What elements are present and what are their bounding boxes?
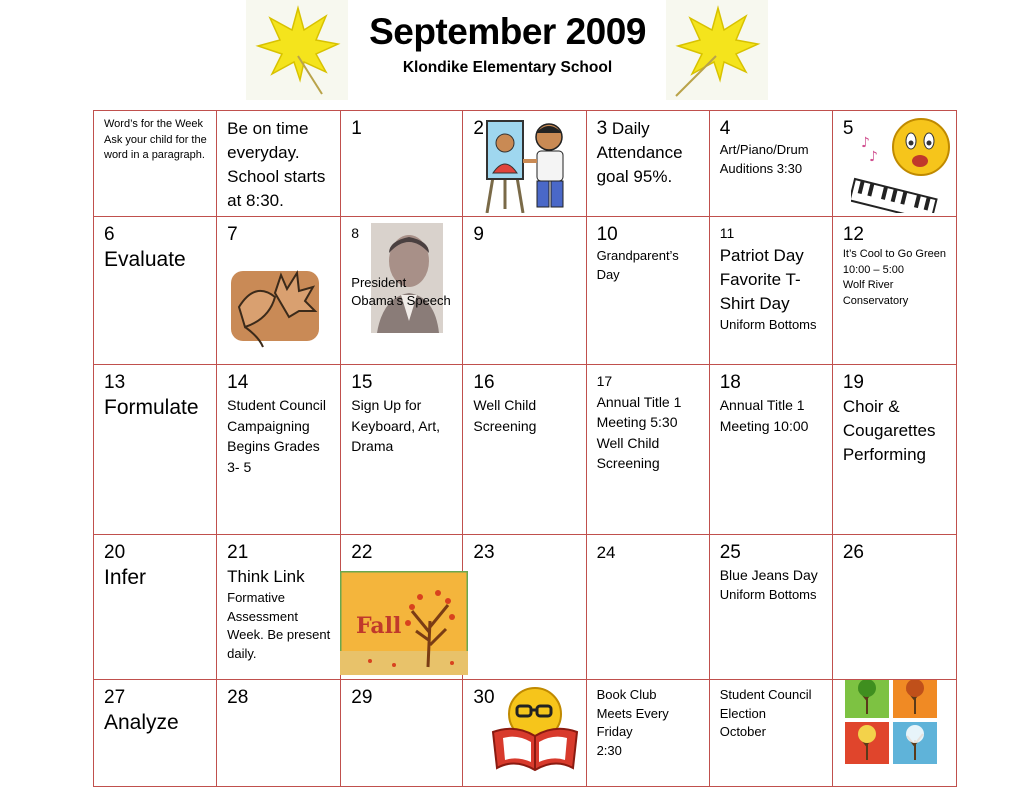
wotw-heading: Word’s for the Week bbox=[104, 118, 204, 130]
day-cell-20 bbox=[94, 535, 217, 680]
day-cell-19 bbox=[832, 365, 956, 535]
word-of-week: Formulate bbox=[104, 396, 199, 419]
fall-leaves-clipart bbox=[229, 267, 321, 349]
singing-smiley-keyboard-clipart bbox=[851, 117, 955, 213]
svg-text:♪: ♪ bbox=[860, 135, 870, 151]
day-number: 3 bbox=[596, 118, 608, 139]
four-seasons-trees-clipart bbox=[843, 680, 939, 767]
day-cell-22 bbox=[341, 535, 463, 680]
day-number: 5 bbox=[842, 118, 854, 139]
day-number: 6 bbox=[104, 224, 115, 245]
day-12-line: Wolf River Conservatory bbox=[842, 279, 909, 307]
student-council-line: October bbox=[719, 724, 766, 739]
day-cell-5 bbox=[832, 111, 956, 217]
student-council-cell bbox=[709, 680, 832, 787]
day-18-note: Annual Title 1 Meeting 10:00 bbox=[719, 397, 809, 434]
calendar-week-row bbox=[94, 365, 957, 535]
maple-leaf-icon bbox=[246, 0, 348, 100]
calendar-week-row bbox=[94, 111, 957, 217]
day-number: 20 bbox=[104, 542, 126, 563]
wotw-instructions: Ask your child for the word in a paragraph. bbox=[104, 133, 207, 161]
day-19-note: Choir & Cougarettes Performing bbox=[842, 397, 936, 464]
day-number: 12 bbox=[842, 224, 864, 245]
day-number: 17 bbox=[596, 373, 613, 389]
day-cell-15 bbox=[341, 365, 463, 535]
student-council-line: Election bbox=[719, 705, 766, 721]
svg-text:♪: ♪ bbox=[868, 149, 878, 165]
day-21-title: Think Link bbox=[227, 567, 305, 586]
day-cell-17 bbox=[586, 365, 709, 535]
day-4-note: Art/Piano/Drum Auditions 3:30 bbox=[719, 142, 809, 176]
day-number: 8 bbox=[351, 225, 360, 241]
day-cell-4 bbox=[709, 111, 832, 217]
day-number: 28 bbox=[227, 687, 249, 708]
day-25-title: Blue Jeans Day bbox=[719, 567, 818, 583]
student-council-line: Student Council bbox=[719, 687, 812, 702]
day-3-note: Daily Attendance goal 95%. bbox=[596, 119, 683, 186]
day-11-title: Patriot Day Favorite T-Shirt Day bbox=[719, 245, 804, 313]
book-club-line: Book Club bbox=[596, 687, 657, 702]
book-club-line: Meets Every bbox=[596, 705, 669, 721]
day-12-line: 10:00 – 5:00 bbox=[842, 263, 905, 276]
day-21-note: Formative Assessment Week. Be present daily. bbox=[227, 590, 331, 661]
day-cell-27 bbox=[94, 680, 217, 787]
day-cell-16 bbox=[463, 365, 586, 535]
day-cell-29 bbox=[341, 680, 463, 787]
day-number: 11 bbox=[719, 225, 735, 241]
calendar-week-row bbox=[94, 535, 957, 680]
word-of-week: Analyze bbox=[104, 711, 179, 734]
on-time-note: Be on time everyday. School starts at 8:30. bbox=[227, 119, 326, 210]
maple-leaf-icon-left bbox=[246, 0, 348, 100]
day-11-note: Uniform Bottoms bbox=[719, 316, 817, 332]
day-number: 13 bbox=[104, 372, 126, 393]
day-cell-11 bbox=[709, 217, 832, 365]
day-number: 15 bbox=[351, 372, 373, 393]
day-cell-18 bbox=[709, 365, 832, 535]
day-number: 16 bbox=[473, 372, 495, 393]
maple-leaf-icon bbox=[666, 0, 768, 100]
day-number: 14 bbox=[227, 372, 249, 393]
on-time-cell bbox=[217, 111, 341, 217]
day-17-note: Annual Title 1 Meeting 5:30 Well Child Screening bbox=[596, 393, 682, 471]
words-of-the-week-cell bbox=[94, 111, 217, 217]
day-number: 29 bbox=[351, 687, 373, 708]
day-25-note: Uniform Bottoms bbox=[719, 586, 817, 602]
day-cell-25 bbox=[709, 535, 832, 680]
day-10-note: Grandparent’s Day bbox=[596, 248, 679, 282]
book-club-line: 2:30 bbox=[596, 742, 622, 758]
day-cell-12 bbox=[832, 217, 956, 365]
day-cell-3 bbox=[586, 111, 709, 217]
day-cell-2 bbox=[463, 111, 586, 217]
day-cell-10 bbox=[586, 217, 709, 365]
day-number: 27 bbox=[104, 687, 126, 708]
calendar-week-row bbox=[94, 217, 957, 365]
day-number: 25 bbox=[719, 542, 741, 563]
day-number: 1 bbox=[351, 118, 362, 139]
day-16-note: Well Child Screening bbox=[473, 397, 537, 434]
day-number: 18 bbox=[719, 372, 741, 393]
day-cell-7 bbox=[217, 217, 341, 365]
fall-tree-clipart bbox=[340, 571, 468, 675]
school-name: Klondike Elementary School bbox=[402, 59, 613, 76]
day-cell-9 bbox=[463, 217, 586, 365]
day-cell-23 bbox=[463, 535, 586, 680]
calendar-week-row bbox=[94, 680, 957, 787]
day-number: 2 bbox=[473, 118, 484, 139]
day-cell-1 bbox=[341, 111, 463, 217]
day-number: 4 bbox=[719, 118, 731, 139]
day-number: 10 bbox=[596, 224, 618, 245]
day-number: 19 bbox=[842, 372, 864, 393]
day-cell-30 bbox=[463, 680, 586, 787]
day-8-note: President Obama’s Speech bbox=[351, 274, 451, 308]
book-club-line: Friday bbox=[596, 724, 633, 739]
day-cell-28 bbox=[217, 680, 341, 787]
book-club-cell bbox=[586, 680, 709, 787]
day-cell-21 bbox=[217, 535, 341, 680]
day-cell-24 bbox=[586, 535, 709, 680]
day-number: 30 bbox=[473, 687, 495, 708]
day-cell-13 bbox=[94, 365, 217, 535]
day-cell-6 bbox=[94, 217, 217, 365]
day-number: 22 bbox=[351, 542, 373, 563]
word-of-week: Evaluate bbox=[104, 248, 186, 271]
day-number: 26 bbox=[842, 542, 864, 563]
maple-leaf-icon-right bbox=[666, 0, 768, 100]
seasons-cell bbox=[832, 680, 956, 787]
day-number: 7 bbox=[227, 224, 238, 245]
day-cell-8 bbox=[341, 217, 463, 365]
day-number: 24 bbox=[596, 543, 616, 562]
reading-smiley-clipart bbox=[485, 686, 581, 776]
day-14-note: Student Council Campaigning Begins Grades 3- 5 bbox=[227, 397, 326, 475]
fall-caption: Fall bbox=[356, 613, 402, 639]
painter-clipart bbox=[483, 117, 573, 213]
day-3-entry bbox=[597, 117, 704, 189]
page-title: September 2009 bbox=[369, 11, 646, 52]
day-15-note: Sign Up for Keyboard, Art, Drama bbox=[351, 397, 440, 454]
day-cell-26 bbox=[832, 535, 956, 680]
day-12-line: It’s Cool to Go Green bbox=[842, 248, 946, 260]
day-cell-14 bbox=[217, 365, 341, 535]
day-number: 21 bbox=[227, 542, 249, 563]
calendar-grid bbox=[93, 110, 957, 787]
day-number: 9 bbox=[473, 224, 484, 245]
day-number: 23 bbox=[473, 542, 495, 563]
word-of-week: Infer bbox=[104, 566, 147, 589]
